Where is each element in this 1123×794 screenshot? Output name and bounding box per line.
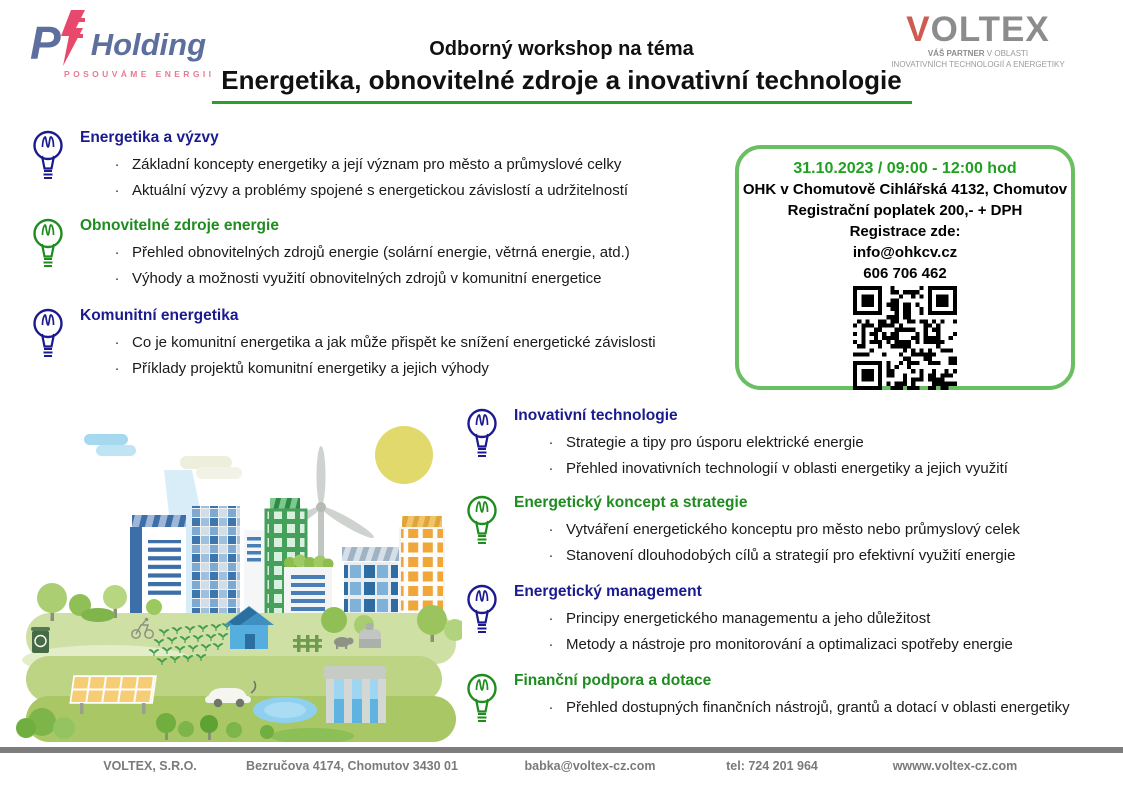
section-energetika-a-vyzvy <box>28 128 678 204</box>
bullet-text: Stanovení dlouhodobých cílů a strategií pro efektivní využití energie <box>566 547 1016 564</box>
section-inovativni-technologie <box>462 406 1120 482</box>
pe-logo-letter-p: P <box>30 17 59 69</box>
bullet-item <box>514 606 1120 632</box>
bullet-item <box>514 543 1120 569</box>
voltex-tagline1-rest: V OBLASTI <box>984 49 1029 58</box>
lightbulb-icon <box>462 406 508 482</box>
bullet-text: Výhody a možnosti využití obnovitelných zdrojů v komunitní energetice <box>132 270 602 287</box>
building-orange <box>400 516 444 615</box>
footer-divider <box>0 747 1123 753</box>
bullet-dot: · <box>548 699 554 716</box>
voltex-logo <box>873 12 1083 70</box>
qr-code <box>739 286 1071 396</box>
lightbulb-icon <box>28 128 74 204</box>
title-underline <box>212 101 912 104</box>
cloud-icon <box>84 434 136 456</box>
bullet-text: Základní koncepty energetiky a její význam pro město a průmyslové celky <box>132 156 622 173</box>
lightbulb-icon <box>462 582 508 658</box>
section-energeticky-koncept <box>462 493 1120 569</box>
lightbulb-icon <box>462 671 508 727</box>
footer-email: babka@voltex-cz.com <box>524 759 656 773</box>
section-obnovitelne-zdroje <box>28 216 693 292</box>
bullet-text: Co je komunitní energetika a jak může přispět ke snížení energetické závislosti <box>132 334 656 351</box>
bullet-text: Vytváření energetického konceptu pro město nebo průmyslový celek <box>566 521 1020 538</box>
lightbulb-icon <box>462 493 508 569</box>
registration-phone: 606 706 462 <box>863 265 947 282</box>
bullet-item <box>514 695 1120 721</box>
fence-icon <box>293 635 322 652</box>
footer-phone: tel: 724 201 964 <box>726 759 818 773</box>
footer-address: Bezručova 4174, Chomutov 3430 01 <box>246 759 458 773</box>
bullet-dot: · <box>114 360 120 377</box>
building-small-white <box>244 530 264 615</box>
section-title: Komunitní energetika <box>80 307 239 324</box>
bullet-dot: · <box>548 547 554 564</box>
voltex-tagline2: INOVATIVNÍCH TECHNOLOGIÍ A ENERGETIKY <box>891 60 1065 70</box>
voltex-letter-v: V <box>906 10 931 49</box>
section-title: Energetický koncept a strategie <box>514 494 748 511</box>
section-energeticky-management <box>462 582 1120 658</box>
bullet-dot: · <box>548 521 554 538</box>
bullet-text: Principy energetického managementu a jeho důležitost <box>566 610 931 627</box>
workshop-title: Energetika, obnovitelné zdroje a inovativní technologie <box>221 65 902 95</box>
sun-icon <box>375 426 433 484</box>
section-title: Finanční podpora a dotace <box>514 672 712 689</box>
voltex-tagline1-bold: VÁŠ PARTNER <box>927 49 985 58</box>
event-datetime: 31.10.2023 / 09:00 - 12:00 hod <box>793 160 1017 177</box>
voltex-wordmark <box>873 12 1083 47</box>
bullet-dot: · <box>548 460 554 477</box>
bullet-text: Metody a nástroje pro monitorování a optimalizaci spotřeby energie <box>566 636 1013 653</box>
bullet-dot: · <box>114 244 120 261</box>
event-venue: OHK v Chomutově Cihlářská 4132, Chomutov <box>742 181 1068 198</box>
section-title: Energetický management <box>514 583 702 600</box>
bullet-dot: · <box>114 156 120 173</box>
pe-logo-tagline: POSOUVÁME ENERGII <box>64 69 215 79</box>
pe-logo-name: Holding <box>90 27 207 62</box>
section-komunitni-energetika <box>28 306 693 382</box>
eco-city-illustration <box>12 410 462 742</box>
bullet-item <box>514 632 1120 658</box>
section-financni-podpora <box>462 671 1120 727</box>
building-solar-facade <box>342 547 400 615</box>
bullet-text: Příklady projektů komunitní energetiky a jejich výhody <box>132 360 489 377</box>
bullet-dot: · <box>548 434 554 451</box>
bullet-dot: · <box>548 610 554 627</box>
bullet-item <box>514 456 1120 482</box>
voltex-letters-rest: OLTEX <box>930 10 1050 49</box>
bullet-item <box>80 240 693 266</box>
bullet-item <box>80 152 678 178</box>
bullet-dot: · <box>114 334 120 351</box>
pond <box>253 697 317 723</box>
bullet-text: Strategie a tipy pro úsporu elektrické energie <box>566 434 864 451</box>
registration-email: info@ohkcv.cz <box>852 244 958 261</box>
hydro-dam-icon <box>324 666 386 723</box>
bullet-item <box>514 430 1120 456</box>
bullet-item <box>80 178 678 204</box>
lightbulb-icon <box>28 306 74 382</box>
bullet-text: Přehled inovativních technologií v oblasti energetiky a jejich využití <box>566 460 1008 477</box>
event-fee: Registrační poplatek 200,- + DPH <box>787 202 1023 219</box>
workshop-subtitle: Odborný workshop na téma <box>429 38 694 60</box>
building-solar-office <box>130 515 186 615</box>
bullet-item <box>80 330 693 356</box>
section-title: Energetika a výzvy <box>80 129 219 146</box>
bullet-item <box>80 266 693 292</box>
city-buildings <box>130 498 444 615</box>
bullet-item <box>514 517 1120 543</box>
bullet-text: Přehled obnovitelných zdrojů energie (solární energie, větrná energie, atd.) <box>132 244 630 261</box>
footer-website: wwww.voltex-cz.com <box>892 759 1018 773</box>
bullet-text: Aktuální výzvy a problémy spojené s energetickou závislostí a udržitelností <box>132 182 629 199</box>
section-title: Obnovitelné zdroje energie <box>80 217 279 234</box>
bullet-dot: · <box>548 636 554 653</box>
voltex-tagline <box>873 48 1083 70</box>
register-label: Registrace zde: <box>849 223 961 240</box>
building-rooftop-garden <box>284 555 334 616</box>
bullet-dot: · <box>114 182 120 199</box>
section-title: Inovativní technologie <box>514 407 678 424</box>
lightbulb-icon <box>28 216 74 292</box>
recycle-bin-icon <box>31 627 50 653</box>
bullet-text: Přehled dostupných finančních nástrojů, grantů a dotací v oblasti energetiky <box>566 699 1070 716</box>
bullet-item <box>80 356 693 382</box>
building-checkered-tower <box>192 506 240 615</box>
bullet-dot: · <box>114 270 120 287</box>
registration-info-box <box>735 145 1075 390</box>
footer-company: VOLTEX, S.R.O. <box>103 759 197 773</box>
